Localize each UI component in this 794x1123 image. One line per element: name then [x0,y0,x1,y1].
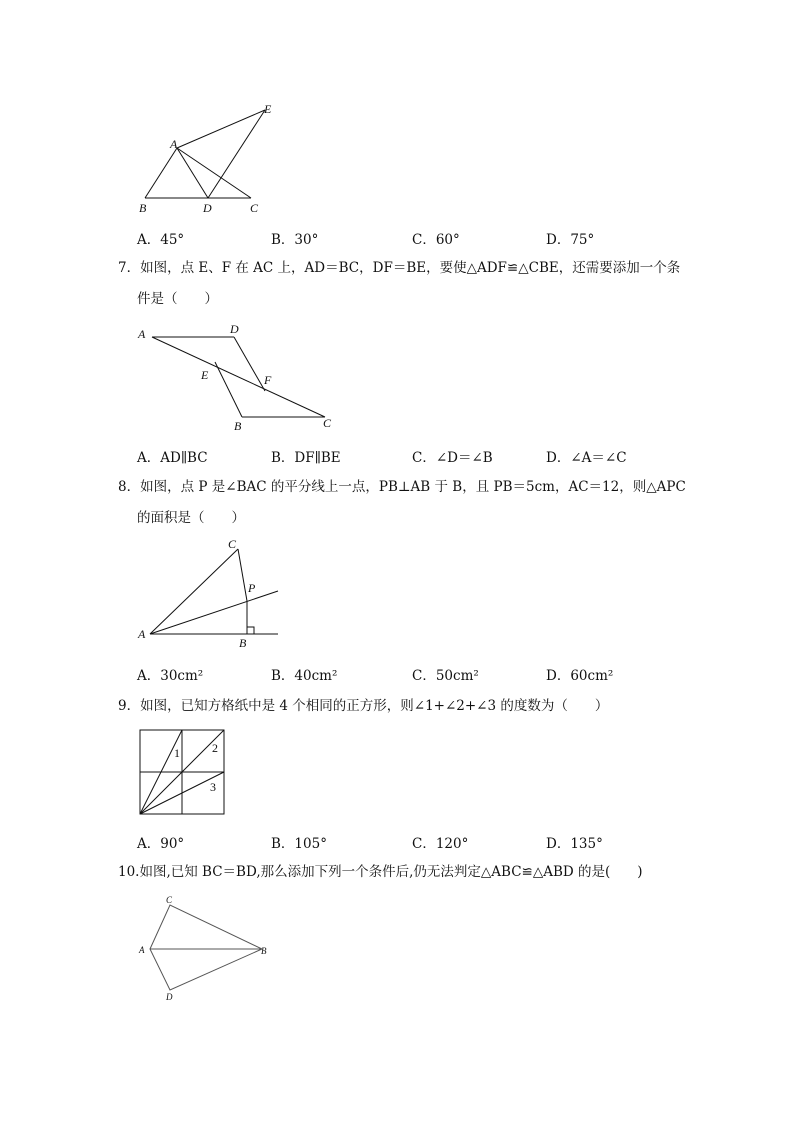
label-c: C [250,201,259,215]
segment-de [208,110,265,198]
segment-eb [215,362,242,417]
q7-option-c[interactable]: C．∠D＝∠B [412,450,493,466]
segment-ac [177,148,251,198]
label-f: F [264,373,272,387]
q10-figure [134,892,274,1004]
q6-option-b[interactable]: B．30° [271,232,319,248]
q6-figure [130,100,280,218]
q9-options [137,832,697,850]
q8-option-a[interactable]: A．30cm² [137,668,204,684]
q7-options [137,446,697,464]
label-d: D [166,992,173,1002]
q6-option-d[interactable]: D．75° [546,232,595,248]
q8-stem-line1: 8．如图，点 P 是∠BAC 的平分线上一点，PB⊥AB 于 B，且 PB＝5cm，AC＝12，则△APC [118,479,686,495]
bisector-ap [150,591,278,634]
quadrilateral-acbd [150,905,262,990]
q7-option-d[interactable]: D．∠A＝∠C [546,450,627,466]
q9-option-b[interactable]: B．105° [271,836,327,852]
q9-option-c[interactable]: C．120° [412,836,469,852]
label-d: D [230,322,239,336]
label-c: C [228,537,237,551]
q9-option-a[interactable]: A．90° [137,836,185,852]
q8-option-d[interactable]: D．60cm² [546,668,614,684]
segment-cp [238,549,247,601]
label-a: A [138,627,146,641]
q8-options [137,664,697,682]
segment-ab [145,148,177,198]
q9-figure [136,727,230,819]
q7-option-b[interactable]: B．DF∥BE [271,450,341,466]
label-a: A [138,327,146,341]
segment-ae [177,110,265,148]
q10-stem-line1: 10.如图,已知 BC＝BD,那么添加下列一个条件后,仍无法判定△ABC≌△ABD 的是( ) [118,864,643,880]
label-b: B [234,419,242,433]
segment-df [234,337,265,391]
label-e: E [264,102,272,116]
label-d: D [203,201,212,215]
ray-ac [150,549,238,634]
label-b: B [261,946,267,956]
label-e: E [201,368,209,382]
right-angle-mark [247,627,254,634]
q7-option-a[interactable]: A．AD∥BC [137,450,208,466]
angle-label-1: 1 [174,746,180,760]
label-p: P [248,581,256,595]
q8-option-b[interactable]: B．40cm² [271,668,338,684]
q6-options [137,228,697,246]
q8-figure [130,535,290,653]
angle-label-2: 2 [212,741,218,755]
label-c: C [323,416,332,430]
q9-option-d[interactable]: D．135° [546,836,603,852]
label-b: B [139,201,147,215]
q7-stem-line1: 7．如图，点 E、F 在 AC 上，AD＝BC，DF＝BE，要使△ADF≌△CBE，还需要添加一个条 [118,260,681,276]
q6-option-a[interactable]: A．45° [137,232,185,248]
q8-stem-line2: 的面积是（ ） [137,510,245,526]
label-a: A [170,137,178,151]
q7-stem-line2: 件是（ ） [137,291,218,307]
label-a: A [139,945,145,955]
q6-option-c[interactable]: C．60° [412,232,460,248]
segment-ac [152,337,325,417]
q7-figure [130,320,345,435]
angle-label-3: 3 [210,780,216,794]
label-b: B [239,636,247,650]
q9-stem-line1: 9．如图，已知方格纸中是 4 个相同的正方形，则∠1+∠2+∠3 的度数为（ ） [118,698,609,714]
segment-ad [177,148,208,198]
q8-option-c[interactable]: C．50cm² [412,668,479,684]
label-c: C [166,895,173,905]
